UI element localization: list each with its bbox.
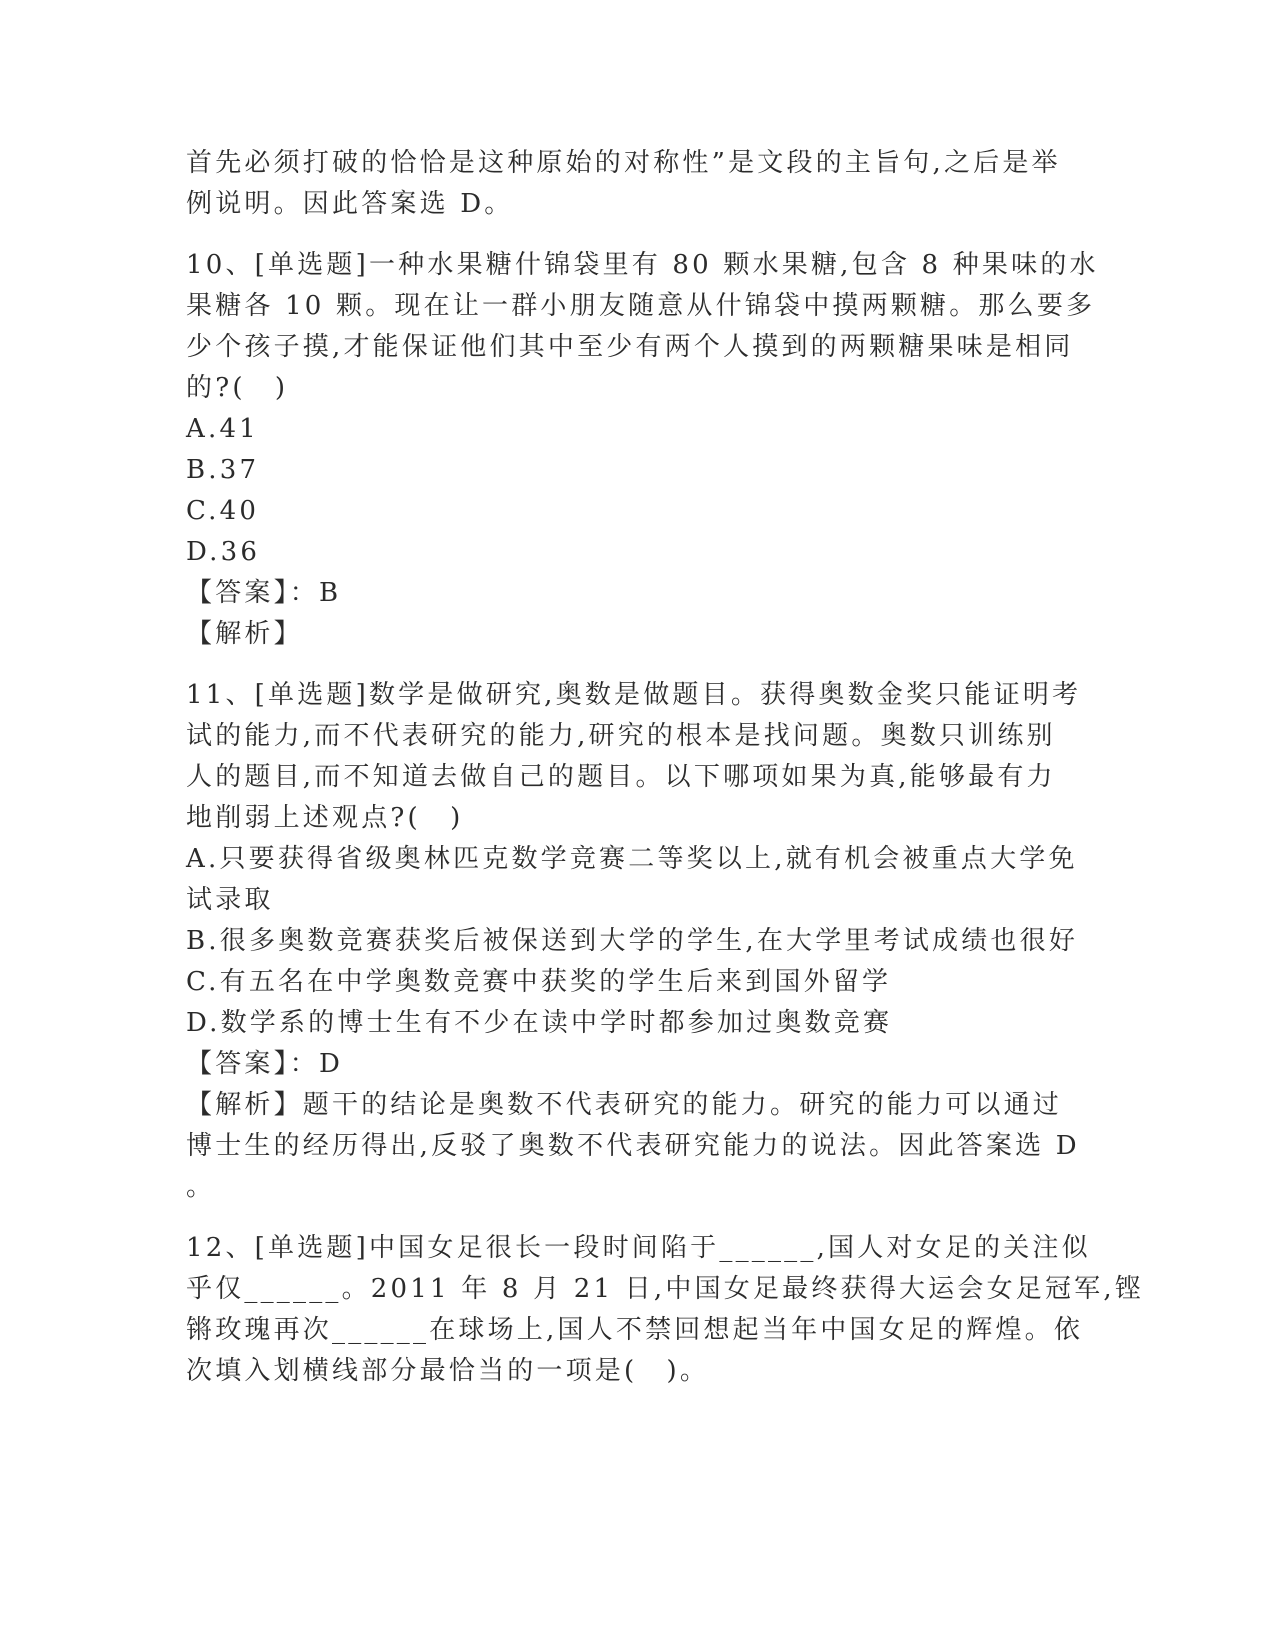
question-12-stem: 锵玫瑰再次______在球场上,国人不禁回想起当年中国女足的辉煌。依: [186, 1315, 1084, 1345]
question-10-stem: 的?( ): [186, 373, 289, 403]
question-11-option-a: 试录取: [186, 885, 274, 915]
question-10-stem: 果糖各 10 颗。现在让一群小朋友随意从什锦袋中摸两颗糖。那么要多: [186, 291, 1096, 321]
question-11-option-b: B.很多奥数竞赛获奖后被保送到大学的学生,在大学里考试成绩也很好: [186, 926, 1079, 956]
question-11-option-a: A.只要获得省级奥林匹克数学竞赛二等奖以上,就有机会被重点大学免: [186, 844, 1078, 874]
question-10-stem: 10、[单选题]一种水果糖什锦袋里有 80 颗水果糖,包含 8 种果味的水: [186, 250, 1099, 280]
question-11-stem: 11、[单选题]数学是做研究,奥数是做题目。获得奥数金奖只能证明考: [186, 680, 1082, 710]
question-10-option-a: A.41: [186, 414, 259, 444]
question-12-stem: 12、[单选题]中国女足很长一段时间陷于______,国人对女足的关注似: [186, 1233, 1091, 1263]
question-11-analysis: 博士生的经历得出,反驳了奥数不代表研究能力的说法。因此答案选 D: [186, 1131, 1080, 1161]
question-11-analysis: 。: [186, 1172, 216, 1202]
question-11-stem: 试的能力,而不代表研究的能力,研究的根本是找问题。奥数只训练别: [186, 721, 1056, 751]
question-11-option-d: D.数学系的博士生有不少在读中学时都参加过奥数竞赛: [186, 1008, 893, 1038]
question-11-option-c: C.有五名在中学奥数竞赛中获奖的学生后来到国外留学: [186, 967, 892, 997]
explanation-text-line: 例说明。因此答案选 D。: [186, 189, 514, 219]
explanation-text-line: 首先必须打破的恰恰是这种原始的对称性”是文段的主旨句,之后是举: [186, 148, 1061, 178]
question-10-stem: 少个孩子摸,才能保证他们其中至少有两个人摸到的两颗糖果味是相同: [186, 332, 1074, 362]
question-12-stem: 次填入划横线部分最恰当的一项是( )。: [186, 1356, 710, 1386]
question-10-option-d: D.36: [186, 537, 261, 567]
question-11-analysis: 【解析】题干的结论是奥数不代表研究的能力。研究的能力可以通过: [186, 1090, 1063, 1120]
question-11-answer: 【答案】：D: [186, 1049, 344, 1079]
question-10-answer: 【答案】：B: [186, 578, 342, 608]
question-11-stem: 人的题目,而不知道去做自己的题目。以下哪项如果为真,能够最有力: [186, 762, 1056, 792]
question-10-analysis: 【解析】: [186, 619, 303, 649]
question-10-option-b: B.37: [186, 455, 260, 485]
question-10-option-c: C.40: [186, 496, 260, 526]
question-11-stem: 地削弱上述观点?( ): [186, 803, 464, 833]
question-12-stem: 乎仅______。2011 年 8 月 21 日,中国女足最终获得大运会女足冠军,铿: [186, 1274, 1145, 1304]
